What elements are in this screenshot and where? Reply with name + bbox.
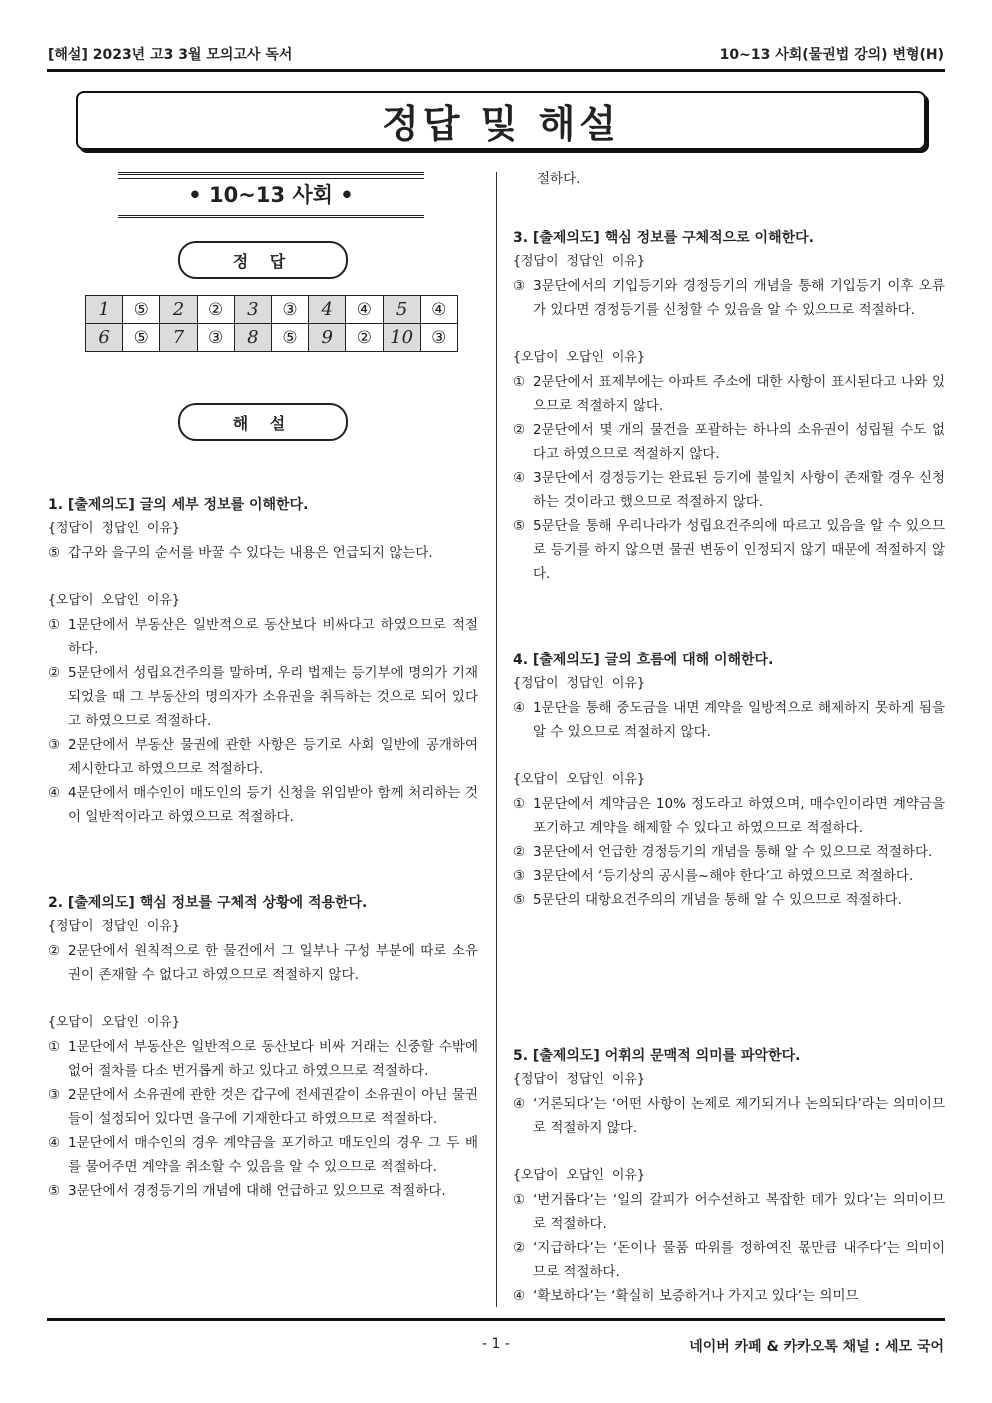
explanation-item (513, 1284, 945, 1308)
correct-label: {정답이 정답인 이유} (513, 676, 645, 691)
explanation-text: 1문단에서 부동산은 일반적으로 동산보다 비싸다고 하였으므로 적절하다. (68, 617, 478, 657)
explanation-text: 3문단에서 ‘등기상의 공시를~해야 한다’고 하였으므로 적절하다. (533, 868, 914, 884)
answer-choice: ⑤ (271, 324, 308, 352)
explanation-item (513, 792, 945, 840)
wrong-label: {오답이 오답인 이유} (48, 593, 180, 608)
choice-mark: ⑤ (513, 892, 526, 908)
choice-mark: ④ (48, 1135, 61, 1151)
answer-number: 2 (160, 296, 197, 324)
answer-label: 정 답 (178, 241, 348, 279)
answer-choice: ④ (420, 296, 457, 324)
explain-label: 해 설 (178, 403, 348, 441)
section-title: • 10~13 사회 • (188, 183, 354, 207)
choice-mark: ④ (513, 1288, 526, 1304)
explanation-text: 1문단에서 계약금은 10% 정도라고 하였으며, 매수인이라면 계약금을 포기하고 계약을 해제할 수 있다고 하였으므로 적절하다. (533, 796, 945, 836)
explanation-text: 3문단에서의 기입등기와 경정등기의 개념을 통해 기입등기 이후 오류가 있다면 경정등기를 신청할 수 있음을 알 수 있으므로 적절하다. (533, 278, 945, 318)
correct-label: {정답이 정답인 이유} (48, 521, 180, 536)
correct-label: {정답이 정답인 이유} (48, 919, 180, 934)
question-3 (513, 226, 945, 586)
explanation-text: 5문단에서 성립요건주의를 말하며, 우리 법제는 등기부에 명의가 기재되었을 때 그 부동산의 명의자가 소유권을 취득하는 것으로 되어 있다고 하였으므로 적절하다. (68, 665, 478, 729)
question-heading: 4. [출제의도] 글의 흐름에 대해 이해한다. (513, 652, 774, 668)
explanation-item (48, 613, 478, 661)
choice-mark: ② (513, 422, 526, 438)
choice-mark: ⑤ (48, 1183, 61, 1199)
explanation-item (513, 1188, 945, 1236)
choice-mark: ② (48, 665, 61, 681)
header-left: [해설] 2023년 고3 3월 모의고사 독서 (48, 47, 293, 63)
choice-mark: ③ (48, 737, 61, 753)
explanation-text: 3문단에서 경정등기의 개념에 대해 언급하고 있으므로 적절하다. (68, 1183, 446, 1199)
answer-choice: ④ (346, 296, 383, 324)
answer-choice: ② (197, 296, 234, 324)
footer-rule (47, 1318, 945, 1321)
explanation-item (48, 1083, 478, 1131)
explanation-item (513, 864, 945, 888)
explanation-text: 5문단을 통해 우리나라가 성립요건주의에 따르고 있음을 알 수 있으므로 등기를 하지 않으면 물권 변동이 인정되지 않기 때문에 적절하지 않다. (533, 518, 945, 582)
answer-number: 3 (234, 296, 271, 324)
choice-mark: ① (48, 617, 61, 633)
answer-number: 5 (383, 296, 420, 324)
answer-choice: ⑤ (123, 324, 160, 352)
explanation-item (513, 514, 945, 586)
choice-mark: ③ (513, 278, 526, 294)
explanation-text: 5문단의 대항요건주의의 개념을 통해 알 수 있으므로 적절하다. (533, 892, 902, 908)
question-1 (48, 493, 478, 829)
choice-mark: ⑤ (48, 545, 61, 561)
explanation-text: 2문단에서 몇 개의 물건을 포괄하는 하나의 소유권이 성립될 수도 없다고 하였으므로 적절하지 않다. (533, 422, 945, 462)
correct-label: {정답이 정답인 이유} (513, 1072, 645, 1087)
question-2 (48, 891, 478, 1203)
explanation-text: ‘번거롭다’는 ‘일의 갈피가 어수선하고 복잡한 데가 있다’는 의미이므로 적절하다. (533, 1192, 945, 1232)
explanation-text: ‘확보하다’는 ‘확실히 보증하거나 가지고 있다’는 의미므 (533, 1288, 859, 1304)
explanation-item (48, 1131, 478, 1179)
explanation-item (48, 733, 478, 781)
explanation-item (513, 696, 945, 744)
choice-mark: ④ (48, 785, 61, 801)
explanation-text: ‘지급하다’는 ‘돈이나 물품 따위를 정하여진 몫만큼 내주다’는 의미이므로 적절하다. (533, 1240, 945, 1280)
section-title-box (118, 172, 424, 218)
question-4 (513, 648, 945, 912)
answer-number: 8 (234, 324, 271, 352)
explanation-item (513, 466, 945, 514)
answer-choice: ② (346, 324, 383, 352)
answer-number: 4 (309, 296, 346, 324)
explanation-item (513, 1092, 945, 1140)
answer-table (85, 295, 458, 352)
choice-mark: ① (513, 1192, 526, 1208)
explanation-item (513, 418, 945, 466)
page-number: - 1 - (482, 1336, 510, 1352)
explanation-text: 갑구와 을구의 순서를 바꿀 수 있다는 내용은 언급되지 않는다. (68, 545, 433, 561)
explanation-text: 4문단에서 매수인이 매도인의 등기 신청을 위임받아 함께 처리하는 것이 일반적이라고 하였으므로 적절하다. (68, 785, 478, 825)
choice-mark: ② (513, 1240, 526, 1256)
carryover-line: 절하다. (537, 171, 581, 187)
choice-mark: ③ (48, 1087, 61, 1103)
answer-number: 1 (86, 296, 123, 324)
correct-label: {정답이 정답인 이유} (513, 254, 645, 269)
explanation-item (48, 939, 478, 987)
explanation-text: 3문단에서 경정등기는 완료된 등기에 불일치 사항이 존재할 경우 신청하는 것이라고 했으므로 적절하지 않다. (533, 470, 945, 510)
answer-number: 10 (383, 324, 420, 352)
question-5 (513, 1044, 945, 1308)
explanation-text: 2문단에서 원칙적으로 한 물건에서 그 일부나 구성 부분에 따로 소유권이 존재할 수 없다고 하였으므로 적절하지 않다. (68, 943, 478, 983)
explanation-item (513, 1236, 945, 1284)
explanation-text: 2문단에서 소유권에 관한 것은 갑구에 전세권같이 소유권이 아닌 물권들이 설정되어 있다면 을구에 기재한다고 하였으므로 적절하다. (68, 1087, 478, 1127)
choice-mark: ⑤ (513, 518, 526, 534)
explanation-text: 1문단에서 부동산은 일반적으로 동산보다 비싸 거래는 신중할 수밖에 없어 절차를 다소 번거롭게 하고 있다고 하였으므로 적절하다. (68, 1039, 478, 1079)
header-rule (47, 69, 945, 72)
answer-choice: ③ (271, 296, 308, 324)
question-heading: 2. [출제의도] 핵심 정보를 구체적 상황에 적용한다. (48, 895, 368, 911)
choice-mark: ① (513, 374, 526, 390)
page-title: 정답 및 해설 (76, 91, 926, 150)
explanation-text: 1문단에서 매수인의 경우 계약금을 포기하고 매도인의 경우 그 두 배를 물어주면 계약을 취소할 수 있음을 알 수 있으므로 적절하다. (68, 1135, 478, 1175)
carryover-text (537, 167, 945, 191)
explanation-item (48, 1179, 478, 1203)
choice-mark: ① (48, 1039, 61, 1055)
question-heading: 3. [출제의도] 핵심 정보를 구체적으로 이해한다. (513, 230, 814, 246)
choice-mark: ④ (513, 1096, 526, 1112)
answer-choice: ③ (420, 324, 457, 352)
explanation-text: 2문단에서 부동산 물권에 관한 사항은 등기로 사회 일반에 공개하여 제시한다고 하였으므로 적절하다. (68, 737, 478, 777)
wrong-label: {오답이 오답인 이유} (513, 1168, 645, 1183)
explanation-text: 3문단에서 언급한 경정등기의 개념을 통해 알 수 있으므로 적절하다. (533, 844, 933, 860)
answer-choice: ⑤ (123, 296, 160, 324)
header-right: 10~13 사회(물권법 강의) 변형(H) (719, 47, 944, 63)
explanation-item (513, 888, 945, 912)
choice-mark: ④ (513, 700, 526, 716)
choice-mark: ③ (513, 868, 526, 884)
wrong-label: {오답이 오답인 이유} (513, 772, 645, 787)
answer-row (86, 324, 458, 352)
explanation-item (48, 661, 478, 733)
question-heading: 1. [출제의도] 글의 세부 정보를 이해한다. (48, 497, 309, 513)
answer-number: 6 (86, 324, 123, 352)
question-heading: 5. [출제의도] 어휘의 문맥적 의미를 파악한다. (513, 1048, 801, 1064)
answer-number: 9 (309, 324, 346, 352)
explanation-item (513, 274, 945, 322)
choice-mark: ② (513, 844, 526, 860)
answer-number: 7 (160, 324, 197, 352)
choice-mark: ① (513, 796, 526, 812)
wrong-label: {오답이 오답인 이유} (513, 350, 645, 365)
wrong-label: {오답이 오답인 이유} (48, 1015, 180, 1030)
explanation-text: ‘거론되다’는 ‘어떤 사항이 논제로 제기되거나 논의되다’라는 의미이므로 적절하지 않다. (533, 1096, 945, 1136)
explanation-item (48, 541, 478, 565)
choice-mark: ④ (513, 470, 526, 486)
explanation-item (48, 1035, 478, 1083)
explanation-item (513, 840, 945, 864)
choice-mark: ② (48, 943, 61, 959)
explanation-text: 1문단을 통해 중도금을 내면 계약을 일방적으로 해제하지 못하게 됨을 알 수 있으므로 적절하지 않다. (533, 700, 945, 740)
explanation-text: 2문단에서 표제부에는 아파트 주소에 대한 사항이 표시된다고 나와 있으므로 적절하지 않다. (533, 374, 945, 414)
footer-credit: 네이버 카페 & 카카오톡 채널 : 세모 국어 (689, 1339, 944, 1355)
answer-choice: ③ (197, 324, 234, 352)
explanation-item (513, 370, 945, 418)
column-divider (496, 172, 497, 1307)
explanation-item (48, 781, 478, 829)
answer-row (86, 296, 458, 324)
